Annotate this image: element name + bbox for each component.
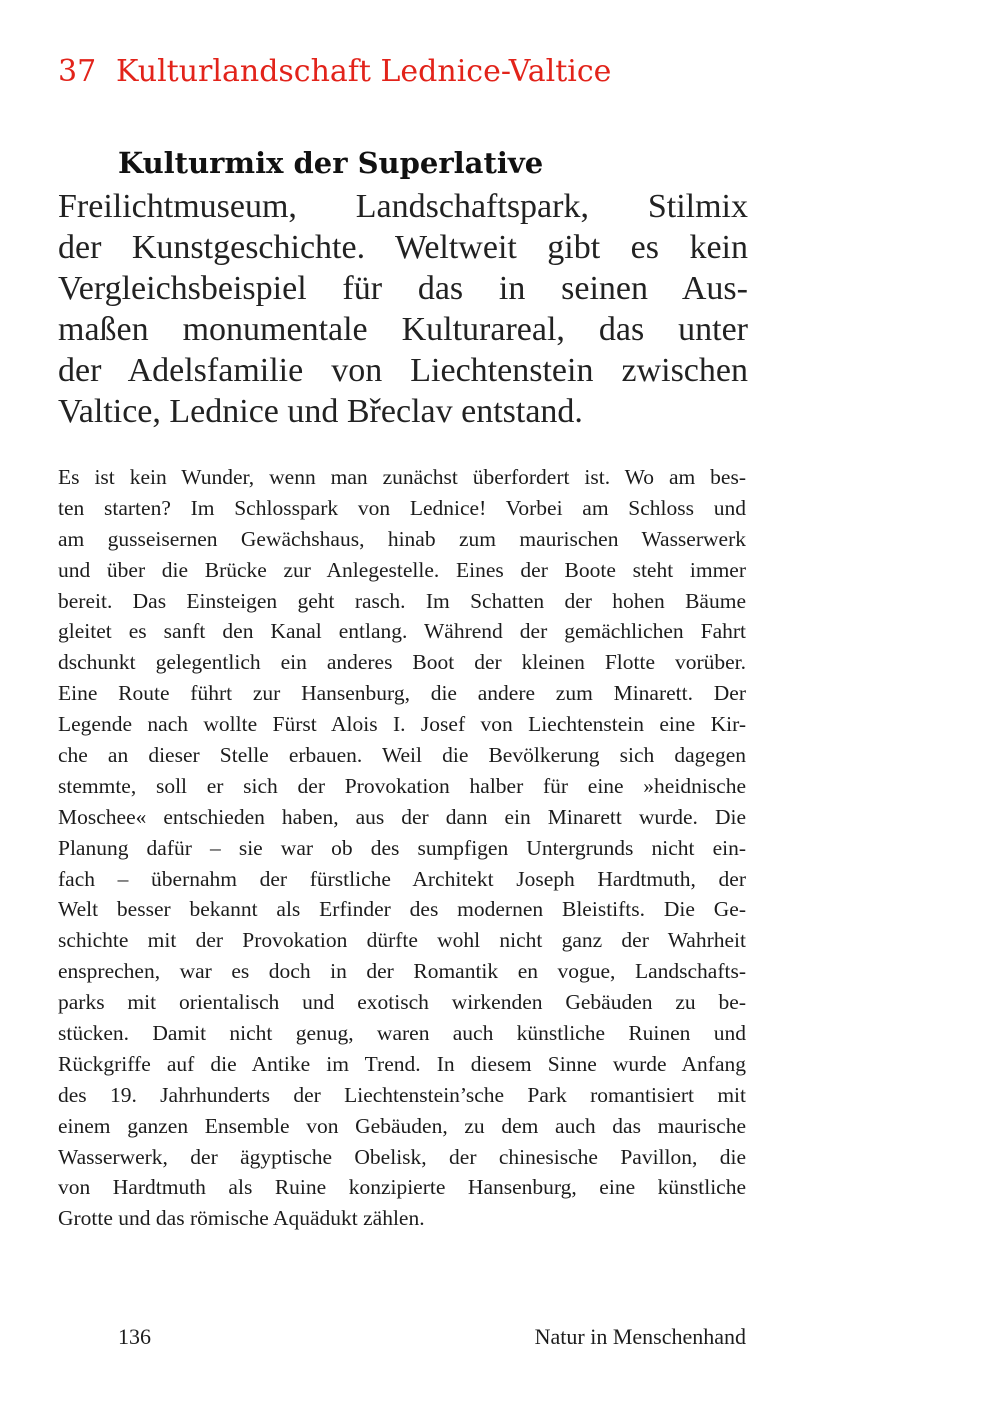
body-line: parks mit orientalisch und exotisch wirkenden Gebäuden zu be- [58, 990, 746, 1015]
chapter-heading [58, 48, 938, 96]
body-line: Es ist kein Wunder, wenn man zunächst überfordert ist. Wo am bes- [58, 465, 746, 489]
page-footer [118, 1320, 746, 1354]
chapter-number: 37 [58, 54, 97, 89]
body-paragraph [58, 462, 746, 1234]
body-line: einem ganzen Ensemble von Gebäuden, zu dem auch das maurische [58, 1113, 746, 1138]
lead-paragraph [58, 186, 748, 432]
body-line: stemmte, soll er sich der Provokation halber für eine »heidnische [58, 773, 746, 798]
lead-line: Vergleichsbeispiel für das in seinen Aus- [58, 270, 748, 307]
body-line: und über die Brücke zur Anlegestelle. Eines der Boote steht immer [58, 557, 746, 582]
body-line: Planung dafür – sie war ob des sumpfigen Untergrunds nicht ein- [58, 835, 746, 860]
body-line: stücken. Damit nicht genug, waren auch künstliche Ruinen und [58, 1021, 746, 1046]
body-line: Welt besser bekannt als Erfinder des modernen Bleistifts. Die Ge- [58, 897, 746, 922]
body-line: Wasserwerk, der ägyptische Obelisk, der chinesische Pavillon, die [58, 1144, 746, 1169]
body-line: schichte mit der Provokation dürfte wohl nicht ganz der Wahrheit [58, 928, 746, 953]
body-line: che an dieser Stelle erbauen. Weil die Bevölkerung sich dagegen [58, 743, 746, 768]
lead-line: der Kunstgeschichte. Weltweit gibt es kein [58, 229, 748, 266]
body-line: des 19. Jahrhunderts der Liechtenstein’sche Park romantisiert mit [58, 1082, 746, 1107]
lead-line: der Adelsfamilie von Liechtenstein zwischen [58, 352, 748, 389]
body-line: von Hardtmuth als Ruine konzipierte Hansenburg, eine künstliche [58, 1175, 746, 1200]
body-line: dschunkt gelegentlich ein anderes Boot der kleinen Flotte vorüber. [58, 650, 746, 675]
body-line: Rückgriffe auf die Antike im Trend. In diesem Sinne wurde Anfang [58, 1051, 746, 1076]
body-line: Legende nach wollte Fürst Alois I. Josef von Liechtenstein eine Kir- [58, 712, 746, 737]
body-line: fach – übernahm der fürstliche Architekt Joseph Hardtmuth, der [58, 866, 746, 891]
lead-line: maßen monumentale Kulturareal, das unter [58, 311, 748, 348]
body-line: Grotte und das römische Aquädukt zählen. [58, 1206, 425, 1231]
body-line: Eine Route führt zur Hansenburg, die andere zum Minarett. Der [58, 681, 746, 706]
running-footer-title: Natur in Menschenhand [534, 1324, 746, 1349]
body-line: bereit. Das Einsteigen geht rasch. Im Schatten der hohen Bäume [58, 588, 746, 613]
body-line: gleitet es sanft den Kanal entlang. Während der gemächlichen Fahrt [58, 619, 746, 644]
body-line: ten starten? Im Schlosspark von Lednice! Vorbei am Schloss und [58, 495, 746, 520]
page-number: 136 [118, 1324, 151, 1349]
lead-line: Valtice, Lednice und Břeclav entstand. [58, 393, 583, 430]
body-line: Moschee« entschieden haben, aus der dann ein Minarett wurde. Die [58, 804, 746, 829]
body-line: am gusseisernen Gewächshaus, hinab zum maurischen Wasserwerk [58, 526, 746, 551]
body-line: ensprechen, war es doch in der Romantik en vogue, Landschafts- [58, 959, 746, 984]
lead-line: Freilichtmuseum, Landschaftspark, Stilmix [58, 188, 748, 225]
chapter-title: Kulturlandschaft Lednice-Valtice [116, 54, 612, 89]
section-title: Kulturmix der Superlative [118, 146, 544, 180]
